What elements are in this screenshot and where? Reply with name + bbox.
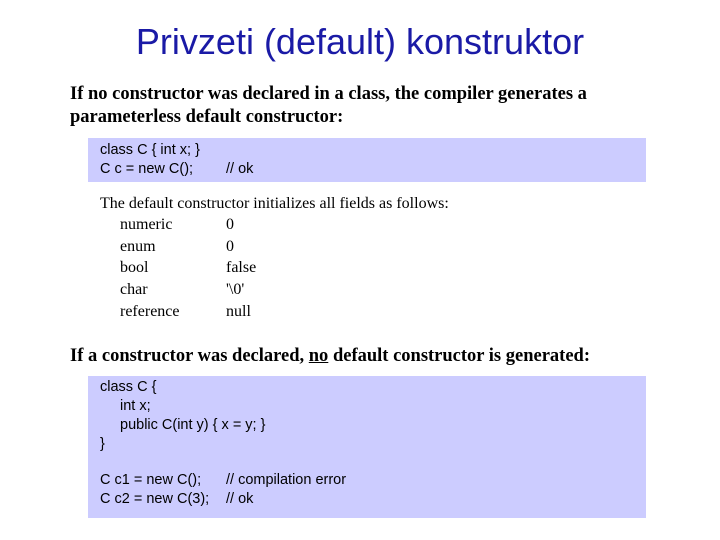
code-line: C c2 = new C(3); [100, 491, 210, 507]
second-after: default constructor is generated: [328, 346, 591, 366]
init-value: 0 [226, 238, 234, 255]
init-type: char [120, 281, 148, 298]
intro-text: If no constructor was declared in a class, the compiler generates a parameterless default constructor: [70, 84, 587, 127]
init-type: numeric [120, 216, 173, 233]
init-type: enum [120, 238, 156, 255]
code-comment: // ok [226, 491, 254, 507]
init-type: bool [120, 259, 149, 276]
init-value: 0 [226, 216, 234, 233]
code-comment: // compilation error [226, 472, 347, 488]
code-line: int x; [120, 398, 151, 414]
code-line: public C(int y) { x = y; } [120, 417, 266, 433]
init-type: reference [120, 303, 180, 320]
second-statement [70, 345, 590, 368]
init-heading: The default constructor initializes all fields as follows: [100, 195, 449, 212]
code-box-default [88, 138, 646, 182]
code-line: } [100, 436, 105, 452]
slide-title: Privzeti (default) konstruktor [135, 21, 585, 62]
code-box-declared [88, 376, 646, 518]
code-line: C c1 = new C(); [100, 472, 202, 488]
init-value: null [226, 303, 251, 320]
code-comment: // ok [226, 161, 254, 177]
init-value: false [226, 259, 257, 276]
code-line: C c = new C(); [100, 161, 194, 177]
second-underlined: no [308, 346, 329, 366]
code-line: class C { int x; } [100, 142, 200, 158]
code-line: class C { [100, 379, 157, 395]
init-value: '\0' [226, 281, 245, 298]
second-before: If a constructor was declared, [70, 346, 309, 366]
